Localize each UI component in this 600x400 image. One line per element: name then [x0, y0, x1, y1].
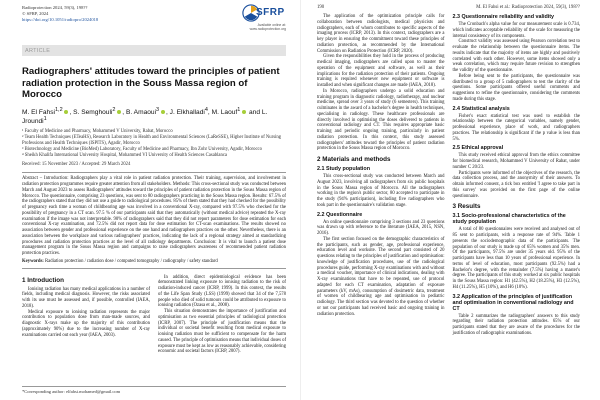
paragraph: The first section focused on the demographic characteristics of the participants, such as gender, age, professional experience, education level and worksite. The second part consisted of 20 questions relating to the principles of justification and optimisation: knowledge of justification procedures, use of the radiological procedures guide, performing X-ray examinations with and without a medical voucher, importance of clinical indications, dealing with X-ray examinations that have to be repeated, use of protocol adapted for each CT examination, adaptation of exposure parameters (kV, mAs), consumption of dosimetric data, treatment of women of childbearing age and optimisation in pediatric radiology. The third section was devoted to the question of whether or not our participants had received basic and ongoing training in radiation protection. [317, 236, 445, 317]
affiliations [22, 129, 286, 159]
running-head-text: M. El Fahsi et al.: Radioprotection 2024, 59(3), 198?? [476, 5, 580, 10]
subsection-heading: 2.4 Statistical analysis [452, 105, 510, 112]
affiliation: ¹ Faculty of Medicine and Pharmacy, Mohammed V University, Rabat, Morocco [22, 128, 173, 134]
paragraph: Medical exposure to ionising radiation represents the major contribution to population dose from man-made sources, and diagnostic X-rays make up the majority of this contribution (approximately 90%) due to the increasing number of X-ray examinations carried out each year (IAEA, 2003). [22, 309, 150, 338]
abstract-text: Abstract – Introduction: Radiographers play a vital role in patient radiation protection. Their training, supervision, and involvement in radiation protection programmes require greater attention from all stakeholders. Methods: This cross-sectional study was conducted between March and August 2023 to assess Radiographers' attitudes toward the principles of patient radiation protection in the Souss Massa region of Morocco. The questionnaire, comprising 23 questions, was sent to 80 radiographers practicing in the Souss Massa region. Results: 67.5% of the radiographers stated that they did not use a guide to radiological procedures. 85% of them stated that they had checked for the possibility of pregnancy each time a woman of childbearing age was involved in a conventional X-ray, compared with 97.5% who checked for the possibility of pregnancy in a CT scan. 97.5 % of our participants said that they automatically (without medical advice) repeated the X-ray examination if the image was not interpretable. 90% of radiographers said that they did not report parameters for dose estimation for each conventional X-ray examination, and 72.5% did not report data for dose estimation for CT-scan examinations. The results showed no association between gender and professional experience on the one hand and radiographers practices on the other. Nevertheless, there is an association between the workplace and various radiographers' practices, indicating the lack of a regional strategy aimed at standardizing procedures and radiation protection practices at the level of all radiology departments. Conclusion: It is vital to launch a patient dose management program in the Souss Massa region and campaigns to raise radiographers awareness of recommended patient radiation protection practices. [22, 176, 286, 257]
affiliation: ² Team Health Techniques (ETeaHS), Research Laboratory in Health and Environmental Sciences (LaReSSE), Higher Institute of Nursing Professions and Health Techniques (ISPITS), Agadir, Morocco [22, 134, 282, 146]
orcid-icon[interactable] [161, 110, 165, 114]
keywords [22, 259, 286, 265]
copyright: © SFRP, 2024 [22, 11, 49, 16]
affiliation: ³ Biotechnology and Medicine (BioMed) Laboratory, Faculty of Medicine and Pharmacy, Ibn Zohr University, Agadir, Morocco [22, 146, 262, 152]
paragraph: Given the responsibilities they hold in the process of producing medical imaging, radiographers are called upon to master the operation of the equipment and software, as well as their implications for the radiation protection of their patients. Ongoing training is required whenever new equipment or software is installed and when significant changes are made (IAEA, 2018). [317, 54, 445, 88]
paragraph: Before being sent to the participants, the questionnaire was distributed to a group of 5 radiographers to test the clarity of the questions. Some participants offered useful comments and suggestions to refine the questionnaire, considering the comments made during this stage. [452, 73, 580, 102]
subsection-heading: 3.2 Application of the principles of justification and optimisation in conventional radiology and CT [452, 293, 574, 312]
paragraph: This situation demonstrates the importance of justification and optimisation as two essential principles of radiological protection (ICRP, 2007). The principle of justification means that the individual or societal benefit resulting from medical exposure to ionising radiation must be sufficient to compensate for the harm caused. The principle of optimisation means that individual doses of exposure must be kept as low as reasonably achievable, considering economic and societal factors (ICRP, 2007). [158, 309, 287, 355]
paragraph: This study received ethical approval from the ethics committee for biomedical research, Mohammed V University of Rabat, under number C 20/23. [452, 153, 580, 170]
journal-logo [230, 4, 286, 30]
logo-availability: Available online at: www.radioprotection.org [249, 23, 286, 31]
journal-citation: Radioprotection 2024, 59(3), 198?? [22, 5, 88, 10]
paragraph: The application of the optimization principle calls for collaboration between radiologists, medical physicists and radiographers, each of whom contributes to specific aspects of the imaging process (ICRP, 2013). In this context, radiographers are a key player in ensuring the commitment toward these principles of radiation protection, as recommended by the International Commission on Radiation Protection (ICRP, 2020). [317, 14, 445, 54]
right-column-left [317, 14, 445, 337]
paragraph: In addition, direct epidemiological evidence has been demonstrated linking exposure to ionising radiation to the risk of radiation-induced cancer (ICRP, 1999). In this context, the results of the Life Span Study (LSS) (1999) showed that 34 of the 7,578 people who died of solid tumours could be attributed to exposure to ionising radiation (Ozasa et al., 2008). [158, 274, 286, 309]
logo-wordmark: SFRP [256, 7, 285, 18]
article-title: Radiographers' attitudes toward the principles of patient radiation protection in the Souss Massa region of Morocco [22, 66, 280, 100]
orcid-icon[interactable] [117, 110, 121, 114]
paragraph: Ionising radiation has many medical applications in a number of fields, including medical diagnosis. However, the risks associated with its use must be assessed and, if possible, controlled (IAEA, 2018). [22, 286, 150, 309]
abstract-box [22, 172, 286, 268]
paragraph: An online questionnaire comprising 3 sections and 23 questions was drawn up with reference to the literature (IAEA, 2015, NSN, 2016). [317, 219, 445, 236]
affiliation: ⁴ Sheikh Khalifa International University Hospital, Mohammed VI University of Health Sciences Casablanca [22, 152, 228, 158]
doi-link[interactable]: https://doi.org/10.1051/radiopro/2024018 [22, 17, 99, 22]
body-column-right [158, 275, 286, 356]
author-name[interactable]: M. El Fahsi$^{1,2}$ , [22, 106, 72, 116]
right-body-columns [317, 14, 580, 337]
author-name[interactable]: M. Laouf$^1$ [212, 109, 248, 116]
right-page [300, 0, 600, 400]
subsection-heading: 2.2 Questionnaire [317, 211, 363, 218]
page-number: 190 [317, 5, 325, 10]
article-type-band: ARTICLE [22, 45, 286, 56]
paragraph: A total of 80 questionnaires were received and analysed out of 85 sent to participants, with a response rate of 94%. Table 1 presents the sociodemographic data of the participants. The population of our study is made up of 65% women and 35% men. Of the participants, 97.5% are under 35 years old. 95% of the participants have less than 10 years of professional experience. In terms of level of education, most participants (92.5%) had a Bachelor's degree, with the remainder (7.5%) having a master's degree. The participants of this study worked at six public hospitals in the Souss Massa region: H1 (42.5%), H2 (18.25%), H3 (12.5%), H4 (11.25%), H5 (10%), and H6 (10%). [452, 227, 580, 290]
subsection-heading: 2.1 Study population [317, 166, 371, 172]
author-list: M. El Fahsi$^{1,2}$ , S. Semghouli$^2$ , B. Amaoui$^3$ , J. Elkhalladi$^4$, M. Laouf$^1$ and L. Jroundi$^1$ [22, 106, 268, 125]
orcid-icon[interactable] [242, 110, 246, 114]
corresponding-author-footnote: *Corresponding author: elfahsi.mohamed@gmail.com [22, 386, 286, 394]
paragraph: Table 2 summarizes the radiographers' answers to this study regarding their radiation protection attitudes. 65% of our participants stated that they are aware of the procedures for the justification of radiographic examinations. [452, 313, 580, 336]
paragraph: The Cronbach's alpha value for our measurement scale is 0.734, which indicates acceptable reliability of the scale for measuring the internal consistency of its components. [452, 22, 580, 39]
body-column-left [22, 275, 150, 356]
received-dates: Received: 15 November 2023 / Accepted: 29 March 2024 [22, 162, 131, 168]
keywords-list: Radiation protection / radiation dose / computed tomography / radiography / safety standard [45, 258, 218, 264]
subsection-heading: 2.3 Questionnaire reliability and validity [452, 14, 555, 20]
section-heading: 3 Results [452, 203, 481, 211]
paragraph: This cross-sectional study was conducted between March and August 2023, involving all radiographers from six public hospitals in the Souss Massa region of Morocco. All the radiographers working in the region's public sector, 80 accepted to participate in the study (94% participation), including five radiographers who took part in the questionnaire's validation stage. [317, 174, 445, 208]
author-name[interactable]: J. Elkhalladi$^4$, [169, 106, 210, 116]
section-heading: 1 Introduction [22, 276, 64, 284]
author-name[interactable]: B. Amaoui$^3$ , [125, 106, 168, 116]
subsection-heading: 2.5 Ethical approval [452, 145, 504, 152]
paragraph: Participants were informed of the objectives of the research, the data collection process, and the anonymity of their answers. To obtain informed consent, a tick box entitled 'I agree to take part in this survey' was provided on the first page of the online questionnaire. [452, 170, 580, 199]
paragraph: Fisher's exact statistical test was used to establish the relationship between the categorical variables, namely gender, professional experience, place of work, and radiographers practices. The relationship is significant if the p value is less than 5%. [452, 113, 580, 142]
subsection-heading: 3.1 Socio-professional characteristics of the study population [452, 213, 566, 226]
body-columns [22, 275, 286, 356]
keywords-label: Keywords: [22, 258, 44, 264]
paragraph: In Morocco, radiographers undergo a solid education and training program in diagnostic radiology, radiotherapy, and nuclear medicine, spread over 3 years of study (6 semesters). This training culminates in the award of a bachelor's degree in health techniques, specialising in radiology. These healthcare professionals are directly involved in optimising the doses delivered to patients in conventional radiology and CT. This requires appropriate basic training and periodic ongoing training, particularly in patient radiation protection. In this context, this study assessed radiographers' attitudes toward the principles of patient radiation protection in the Souss Massa region of Morocco. [317, 88, 445, 152]
right-column-right [453, 14, 581, 337]
paragraph: Construct validity was assessed using Pearson correlation test to evaluate the relationship between the questionnaire items. The results indicate that the majority of items are highly and positively correlated with each other. However, some items showed only a weak correlation, which may require future revision to strengthen the validity of the questionnaire. [452, 39, 580, 73]
orcid-icon[interactable] [64, 110, 68, 114]
author-name[interactable]: L. Jroundi$^1$ [22, 108, 268, 125]
section-heading: 2 Materials and methods [317, 156, 391, 163]
author-name[interactable]: S. Semghouli$^2$ , [73, 106, 125, 116]
running-header [317, 5, 580, 10]
